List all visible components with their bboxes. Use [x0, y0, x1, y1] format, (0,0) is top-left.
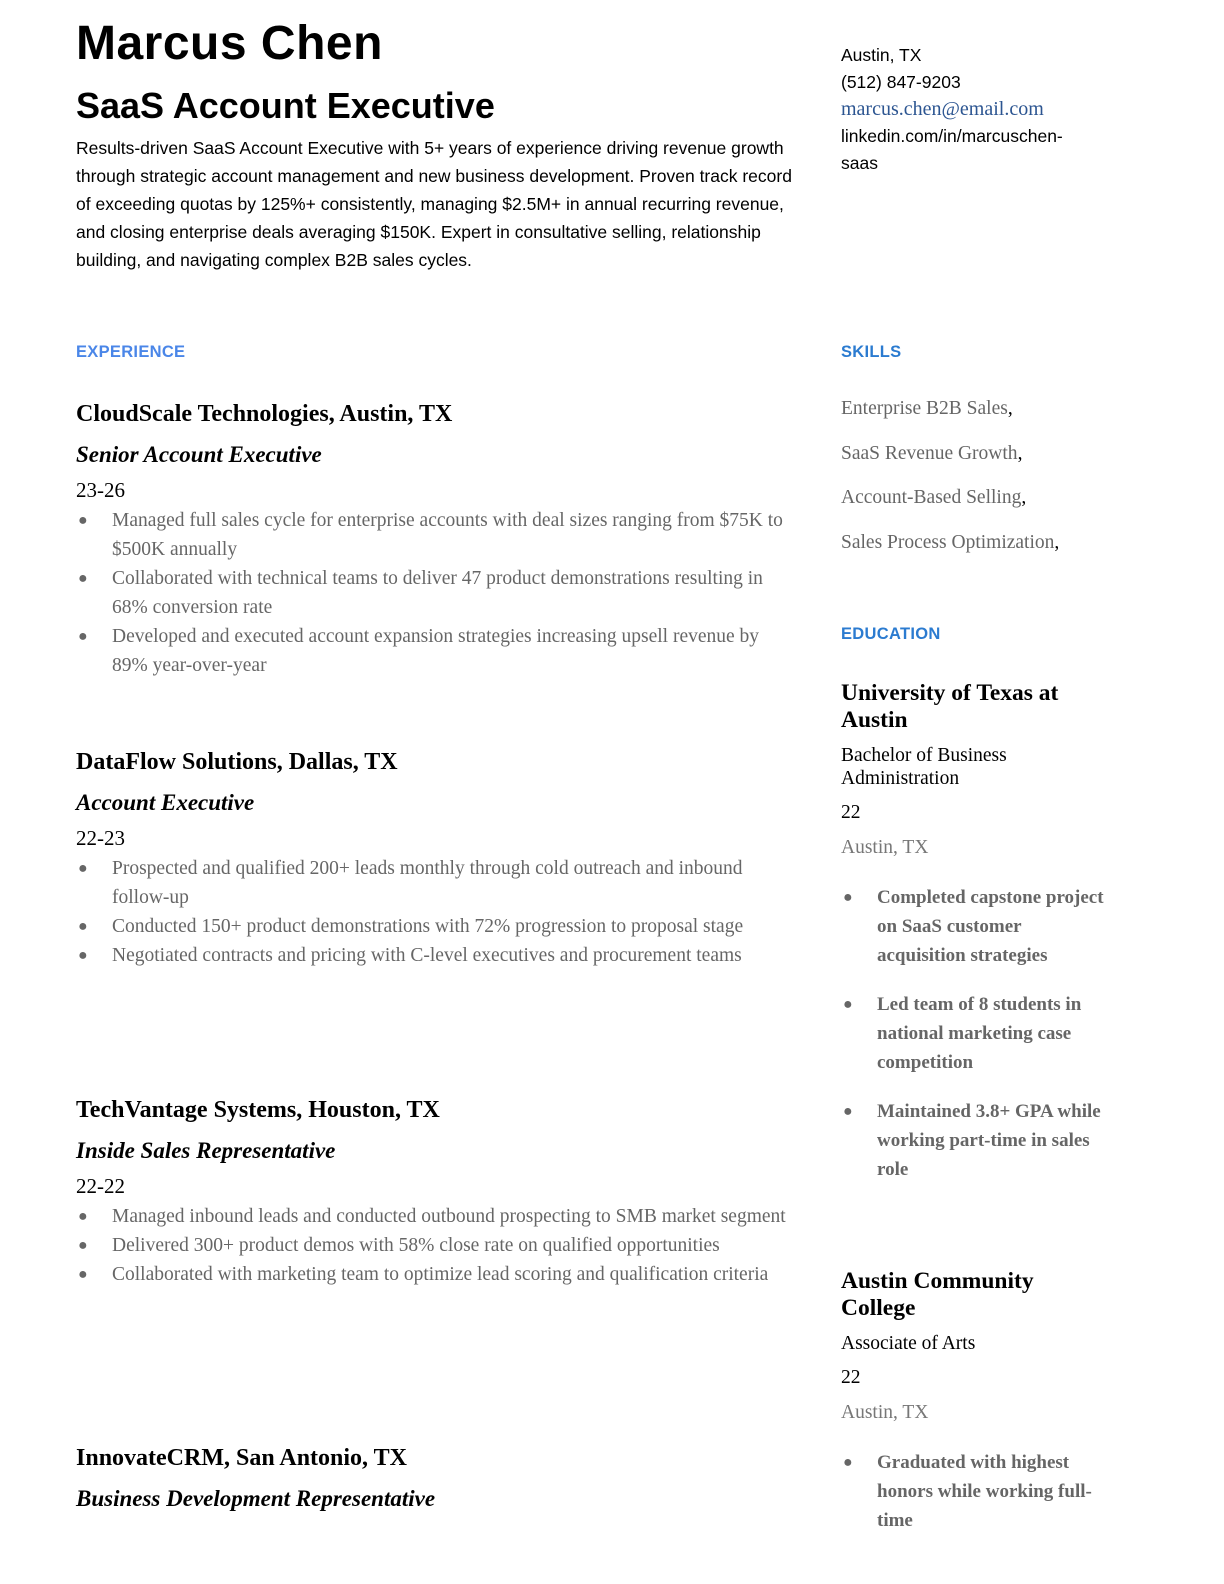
company-name: DataFlow Solutions, Dallas, TX	[76, 749, 398, 775]
education-bullet	[841, 883, 1111, 970]
job-dates: 23-26	[76, 478, 125, 502]
contact-location: Austin, TX	[841, 45, 922, 65]
graduation-year: 22	[841, 1367, 861, 1388]
job-bullet	[76, 912, 792, 941]
bullet-text: Graduated with highest honors while working full-time	[877, 1452, 1092, 1531]
skill-separator: ,	[1054, 531, 1060, 553]
job-bullet	[76, 622, 792, 680]
bullet-text: Negotiated contracts and pricing with C-level executives and procurement teams	[112, 945, 742, 966]
job-title: Inside Sales Representative	[76, 1138, 336, 1163]
education-entry	[841, 1268, 1111, 1535]
bullet-text: Collaborated with marketing team to optimize lead scoring and qualification criteria	[112, 1264, 769, 1285]
job-bullets	[76, 506, 796, 680]
contact-linkedin	[841, 123, 1101, 177]
company-name: InnovateCRM, San Antonio, TX	[76, 1445, 407, 1471]
experience-entry	[76, 1095, 796, 1289]
job-title: Business Development Representative	[76, 1486, 436, 1511]
bullet-icon: ●	[78, 1266, 88, 1283]
skill-separator: ,	[1021, 487, 1027, 508]
skill-label: SaaS Revenue Growth	[841, 442, 1018, 464]
job-bullet	[76, 1231, 792, 1260]
bullet-text: Maintained 3.8+ GPA while working part-time in sales role	[877, 1101, 1101, 1180]
job-title: Account Executive	[76, 790, 255, 815]
job-bullet	[76, 1202, 792, 1231]
job-bullet	[76, 506, 792, 564]
degree: Associate of Arts	[841, 1333, 976, 1354]
bullet-icon: ●	[843, 1454, 853, 1471]
bullet-text: Prospected and qualified 200+ leads monthly through cold outreach and inbound follow-up	[112, 858, 743, 908]
job-title: Senior Account Executive	[76, 442, 322, 467]
education-entry	[841, 680, 1111, 1184]
professional-summary: Results-driven SaaS Account Executive with 5+ years of experience driving revenue growth through strategic account management and new business development. Proven track record of exceeding quotas by 125%+ consistently, managing $2.5M+ in annual recurring revenue, and closing enterprise deals averaging $150K. Expert in consultative selling, relationship building, and navigating complex B2B sales cycles.	[76, 138, 792, 270]
bullet-icon: ●	[843, 889, 853, 906]
skill-separator: ,	[1007, 398, 1013, 419]
job-bullet	[76, 854, 792, 912]
bullet-icon: ●	[843, 996, 853, 1013]
skill-item	[841, 484, 1111, 512]
bullet-text: Completed capstone project on SaaS customer acquisition strategies	[877, 887, 1104, 966]
bullet-text: Delivered 300+ product demos with 58% close rate on qualified opportunities	[112, 1235, 720, 1256]
school-location: Austin, TX	[841, 1402, 929, 1423]
bullet-text: Developed and executed account expansion strategies increasing upsell revenue by 89% year-over-year	[112, 626, 760, 676]
education-bullets	[841, 883, 1111, 1184]
school-name: Austin Community College	[841, 1268, 1034, 1321]
bullet-icon: ●	[78, 1237, 88, 1254]
skill-label: Sales Process Optimization	[841, 531, 1055, 553]
skill-item	[841, 395, 1111, 423]
bullet-icon: ●	[78, 918, 88, 935]
bullet-icon: ●	[78, 570, 88, 587]
education-bullet	[841, 1097, 1111, 1184]
job-bullet	[76, 941, 792, 970]
bullet-text: Led team of 8 students in national marketing case competition	[877, 994, 1082, 1073]
education-bullets	[841, 1448, 1111, 1535]
contact-phone: (512) 847-9203	[841, 72, 961, 92]
contact-info	[841, 42, 1101, 177]
contact-email-link[interactable]: marcus.chen@email.com	[841, 98, 1044, 120]
contact-linkedin-line2: saas	[841, 153, 878, 173]
candidate-name: Marcus Chen	[76, 17, 383, 70]
bullet-icon: ●	[78, 628, 88, 645]
skill-item	[841, 440, 1111, 468]
school-name: University of Texas at Austin	[841, 680, 1059, 733]
company-name: CloudScale Technologies, Austin, TX	[76, 401, 453, 427]
skills-list	[841, 395, 1111, 573]
contact-linkedin-line1: linkedin.com/in/marcuschen-	[841, 126, 1063, 146]
experience-section-title: EXPERIENCE	[76, 343, 186, 361]
bullet-text: Managed full sales cycle for enterprise accounts with deal sizes ranging from $75K to $500K annually	[112, 510, 783, 560]
education-bullet	[841, 990, 1111, 1077]
resume-header	[76, 14, 796, 274]
company-name: TechVantage Systems, Houston, TX	[76, 1097, 440, 1123]
skill-label: Enterprise B2B Sales	[841, 398, 1008, 419]
job-dates: 22-23	[76, 826, 125, 850]
education-bullet	[841, 1448, 1111, 1535]
bullet-icon: ●	[78, 512, 88, 529]
bullet-icon: ●	[843, 1103, 853, 1120]
bullet-icon: ●	[78, 860, 88, 877]
bullet-text: Conducted 150+ product demonstrations with 72% progression to proposal stage	[112, 916, 744, 937]
skill-label: Account-Based Selling	[841, 487, 1022, 508]
bullet-text: Collaborated with technical teams to deliver 47 product demonstrations resulting in 68% conversion rate	[112, 568, 763, 618]
experience-entry	[76, 747, 796, 970]
graduation-year: 22	[841, 802, 861, 823]
job-bullet	[76, 1260, 792, 1289]
bullet-text: Managed inbound leads and conducted outbound prospecting to SMB market segment	[112, 1206, 786, 1227]
job-bullets	[76, 1202, 796, 1289]
experience-entry	[76, 1443, 796, 1514]
bullet-icon: ●	[78, 1208, 88, 1225]
experience-entry	[76, 399, 796, 680]
education-section-title: EDUCATION	[841, 625, 941, 643]
candidate-headline: SaaS Account Executive	[76, 85, 495, 126]
job-bullets	[76, 854, 796, 970]
school-location: Austin, TX	[841, 837, 929, 858]
job-bullet	[76, 564, 792, 622]
skills-section-title: SKILLS	[841, 343, 902, 361]
degree: Bachelor of Business Administration	[841, 745, 1007, 789]
bullet-icon: ●	[78, 947, 88, 964]
job-dates: 22-22	[76, 1174, 125, 1198]
skill-item	[841, 529, 1111, 557]
skill-separator: ,	[1017, 442, 1023, 464]
